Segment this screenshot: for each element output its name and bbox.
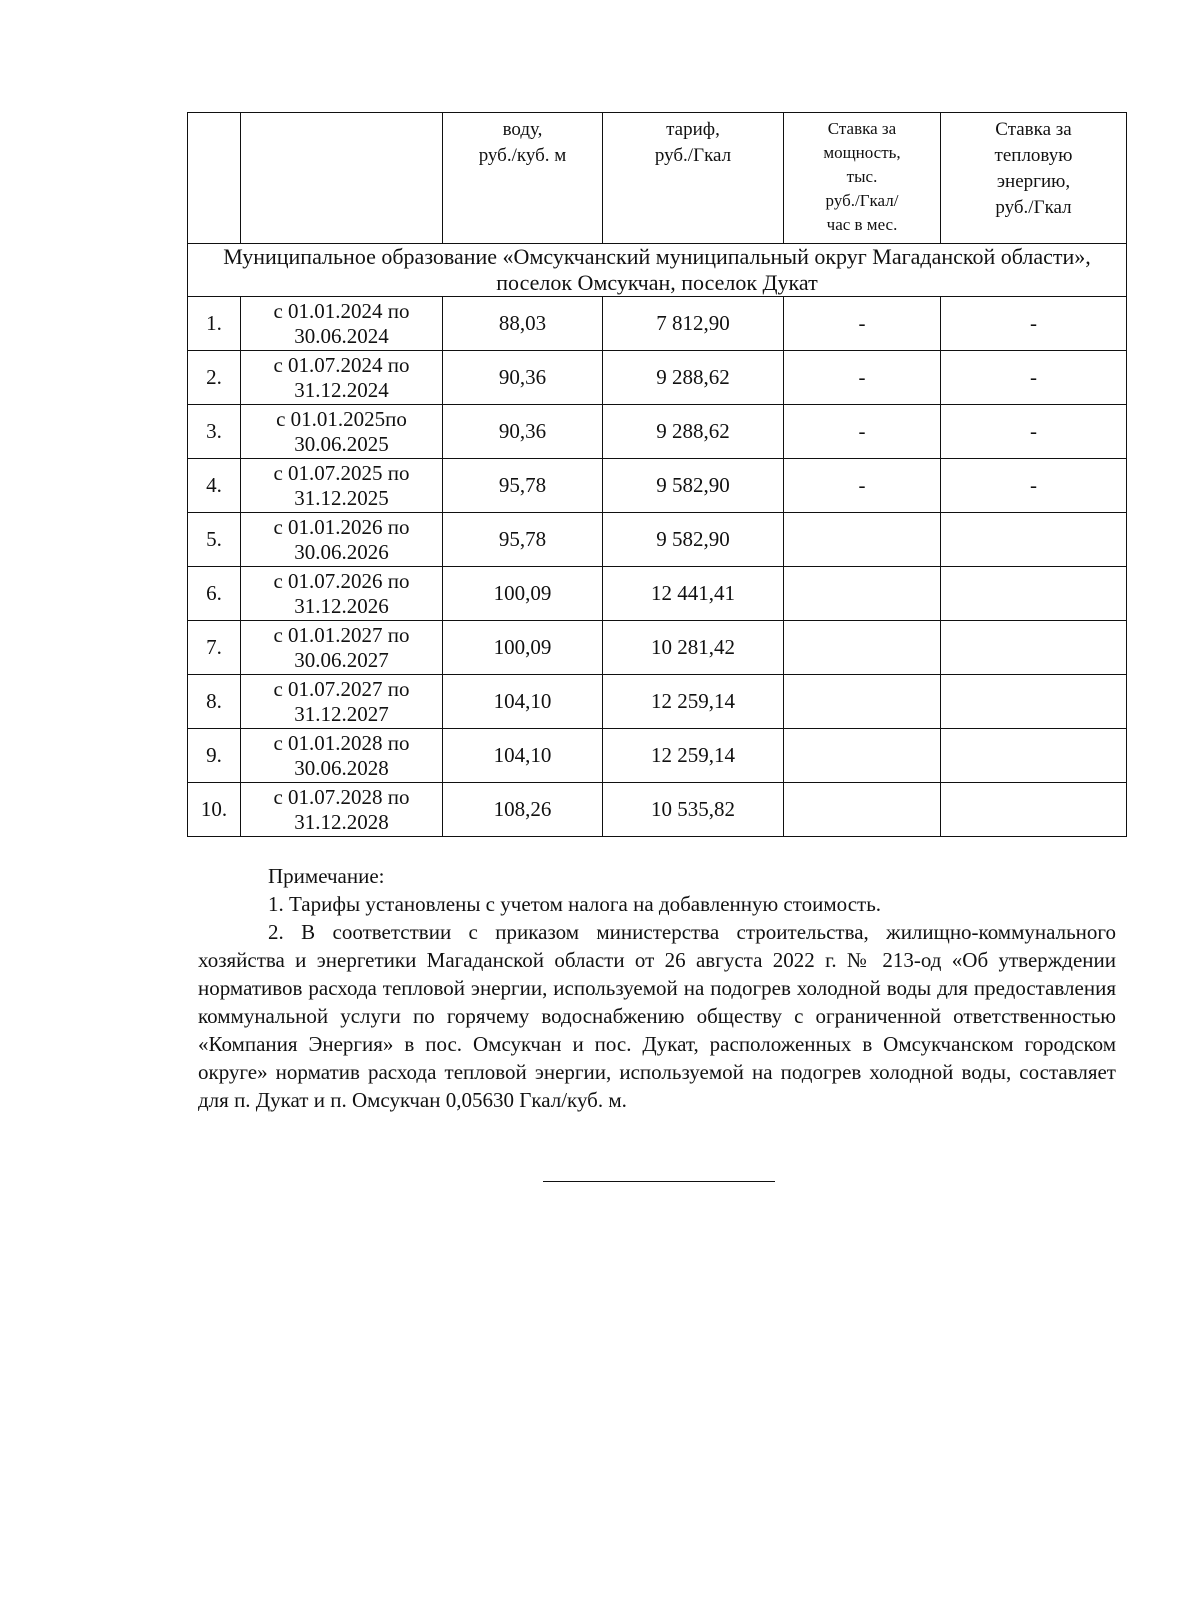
row-period: с 01.01.2025по 30.06.2025 xyxy=(241,405,443,459)
table-row xyxy=(188,459,1127,513)
row-power-rate xyxy=(784,621,941,675)
row-power-rate xyxy=(784,783,941,837)
row-water-price: 88,03 xyxy=(443,297,603,351)
row-energy-rate: - xyxy=(941,297,1127,351)
note-item-1: 1. Тарифы установлены с учетом налога на добавленную стоимость. xyxy=(268,892,882,916)
row-water-price: 104,10 xyxy=(443,675,603,729)
row-power-rate xyxy=(784,675,941,729)
row-number: 5. xyxy=(188,513,241,567)
row-energy-rate: - xyxy=(941,459,1127,513)
row-period: с 01.07.2027 по 31.12.2027 xyxy=(241,675,443,729)
row-power-rate: - xyxy=(784,351,941,405)
row-energy-rate xyxy=(941,675,1127,729)
row-energy-rate xyxy=(941,621,1127,675)
row-number: 10. xyxy=(188,783,241,837)
table-row xyxy=(188,621,1127,675)
row-tariff: 12 441,41 xyxy=(603,567,784,621)
row-number: 1. xyxy=(188,297,241,351)
row-number: 6. xyxy=(188,567,241,621)
row-number: 4. xyxy=(188,459,241,513)
table-row xyxy=(188,513,1127,567)
row-tariff: 10 281,42 xyxy=(603,621,784,675)
header-cell-num xyxy=(188,113,241,244)
row-water-price: 90,36 xyxy=(443,351,603,405)
row-water-price: 95,78 xyxy=(443,459,603,513)
row-number: 2. xyxy=(188,351,241,405)
row-power-rate xyxy=(784,729,941,783)
row-water-price: 90,36 xyxy=(443,405,603,459)
table-row xyxy=(188,567,1127,621)
row-period: с 01.07.2028 по 31.12.2028 xyxy=(241,783,443,837)
region-title: Муниципальное образование «Омсукчанский муниципальный округ Магаданской области», поселок Омсукчан, поселок Дукат xyxy=(188,244,1127,297)
row-tariff: 9 288,62 xyxy=(603,405,784,459)
row-tariff: 10 535,82 xyxy=(603,783,784,837)
row-energy-rate xyxy=(941,567,1127,621)
row-tariff: 12 259,14 xyxy=(603,675,784,729)
table-body xyxy=(188,297,1127,837)
header-cell-power-rate: Ставка за мощность, тыс. руб./Гкал/ час в мес. xyxy=(784,113,941,244)
row-tariff: 12 259,14 xyxy=(603,729,784,783)
row-period: с 01.01.2027 по 30.06.2027 xyxy=(241,621,443,675)
notes-title: Примечание: xyxy=(268,864,385,888)
row-period: с 01.01.2028 по 30.06.2028 xyxy=(241,729,443,783)
row-number: 7. xyxy=(188,621,241,675)
row-period: с 01.07.2024 по 31.12.2024 xyxy=(241,351,443,405)
header-cell-water: воду, руб./куб. м xyxy=(443,113,603,244)
row-number: 8. xyxy=(188,675,241,729)
row-power-rate xyxy=(784,513,941,567)
table-row xyxy=(188,729,1127,783)
row-number: 3. xyxy=(188,405,241,459)
row-period: с 01.07.2026 по 31.12.2026 xyxy=(241,567,443,621)
row-power-rate: - xyxy=(784,459,941,513)
row-energy-rate: - xyxy=(941,405,1127,459)
tariff-table xyxy=(187,112,1127,837)
row-water-price: 104,10 xyxy=(443,729,603,783)
row-water-price: 100,09 xyxy=(443,567,603,621)
row-energy-rate xyxy=(941,513,1127,567)
table-row xyxy=(188,297,1127,351)
note-item-2: 2. В соответствии с приказом министерства строительства, жилищно-коммунального хозяйства и энергетики Магаданской области от 26 августа 2022 г. № 213-од «Об утверждении нормативов расхода тепловой энергии, используемой на подогрев холодной воды для предоставления коммунальной услуги по горячему водоснабжению обществу с ограниченной ответственностью «Компания Энергия» в пос. Омсукчан и пос. Дукат, расположенных в Омсукчанском городском округе» норматив расхода тепловой энергии, используемой на подогрев холодной воды, составляет для п. Дукат и п. Омсукчан 0,05630 Гкал/куб. м. xyxy=(198,920,1116,1112)
region-row xyxy=(188,244,1127,297)
row-period: с 01.07.2025 по 31.12.2025 xyxy=(241,459,443,513)
row-energy-rate: - xyxy=(941,351,1127,405)
row-power-rate: - xyxy=(784,405,941,459)
table-row xyxy=(188,675,1127,729)
table-header-row xyxy=(188,113,1127,244)
end-divider xyxy=(543,1181,775,1182)
row-energy-rate xyxy=(941,783,1127,837)
header-cell-energy-rate: Ставка за тепловую энергию, руб./Гкал xyxy=(941,113,1127,244)
row-tariff: 9 288,62 xyxy=(603,351,784,405)
header-cell-period xyxy=(241,113,443,244)
row-tariff: 7 812,90 xyxy=(603,297,784,351)
row-number: 9. xyxy=(188,729,241,783)
table-row xyxy=(188,783,1127,837)
row-period: с 01.01.2024 по 30.06.2024 xyxy=(241,297,443,351)
row-power-rate: - xyxy=(784,297,941,351)
header-cell-tariff: тариф, руб./Гкал xyxy=(603,113,784,244)
row-energy-rate xyxy=(941,729,1127,783)
table-row xyxy=(188,351,1127,405)
row-water-price: 95,78 xyxy=(443,513,603,567)
row-tariff: 9 582,90 xyxy=(603,459,784,513)
table-row xyxy=(188,405,1127,459)
row-tariff: 9 582,90 xyxy=(603,513,784,567)
row-water-price: 108,26 xyxy=(443,783,603,837)
row-water-price: 100,09 xyxy=(443,621,603,675)
row-period: с 01.01.2026 по 30.06.2026 xyxy=(241,513,443,567)
row-power-rate xyxy=(784,567,941,621)
notes-section xyxy=(198,862,1116,1114)
